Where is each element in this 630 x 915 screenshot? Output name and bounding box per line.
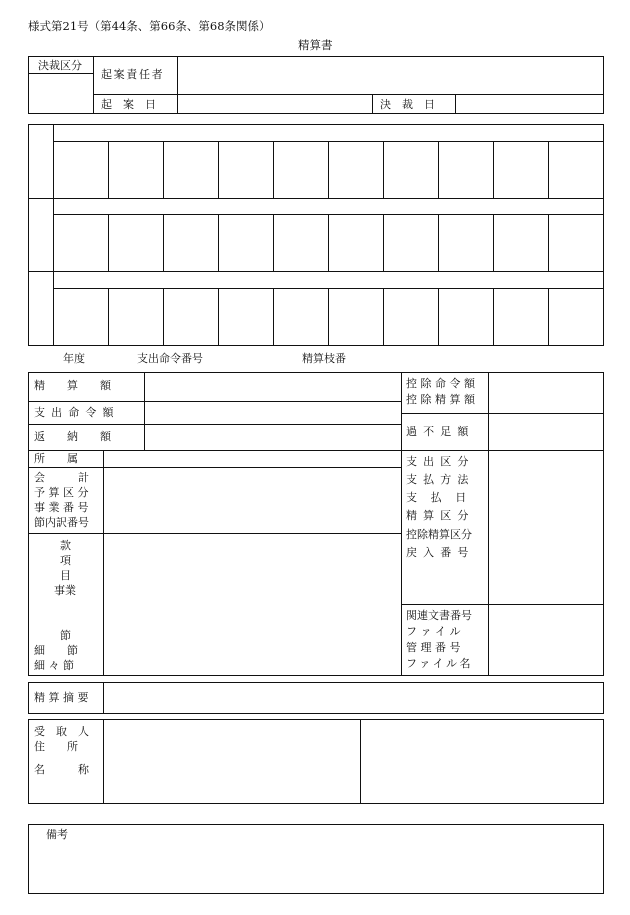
grid-cell-divider bbox=[218, 288, 219, 346]
grid-cell-divider bbox=[163, 288, 164, 346]
summary-label: 精 算 摘 要 bbox=[34, 691, 89, 704]
grid-cell-divider bbox=[328, 288, 329, 346]
draft-date-label: 起 案 日 bbox=[101, 98, 156, 111]
settlement-amount-label: 精 算 額 bbox=[34, 379, 111, 392]
file-label: フ ァ イ ル bbox=[406, 625, 461, 638]
jigyou-label: 事業 bbox=[54, 584, 76, 597]
address-label: 住 所 bbox=[34, 740, 78, 753]
deduction-settlement-category-label: 控除精算区分 bbox=[406, 528, 472, 541]
grid-cell-divider bbox=[383, 288, 384, 346]
saisetsu-label: 細 節 bbox=[34, 644, 78, 657]
saisaisetsu-label: 細 々 節 bbox=[34, 659, 74, 672]
grid-cell-divider bbox=[163, 214, 164, 271]
payment-category-label: 支 出 区 分 bbox=[406, 455, 470, 468]
form-number: 様式第21号（第44条、第66条、第68条関係） bbox=[28, 19, 271, 33]
grid-cell-divider bbox=[328, 214, 329, 271]
deduction-settlement-amount-label: 控 除 精 算 額 bbox=[406, 393, 475, 406]
grid-cell-divider bbox=[438, 214, 439, 271]
kan-label: 款 bbox=[60, 539, 71, 552]
grid-cell-divider bbox=[548, 214, 549, 271]
grid-cell-divider bbox=[328, 141, 329, 198]
kou-label: 項 bbox=[60, 554, 71, 567]
accounting-label: 会 計 bbox=[34, 471, 89, 484]
account-grid bbox=[28, 124, 604, 346]
grid-cell-divider bbox=[108, 214, 109, 271]
grid-cell-divider bbox=[108, 288, 109, 346]
grid-cell-divider bbox=[438, 141, 439, 198]
refund-amount-label: 返 納 額 bbox=[34, 430, 111, 443]
remarks-label: 備考 bbox=[46, 828, 68, 841]
file-name-label: ファイル名 bbox=[406, 657, 473, 670]
project-number-label: 事 業 番 号 bbox=[34, 501, 89, 514]
recipient-box bbox=[28, 719, 604, 804]
grid-cell-divider bbox=[273, 214, 274, 271]
grid-cell-divider bbox=[493, 288, 494, 346]
page-title: 精算書 bbox=[298, 38, 333, 52]
grid-cell-divider bbox=[493, 214, 494, 271]
deduction-order-amount-label: 控 除 命 令 額 bbox=[406, 377, 475, 390]
decision-type-label: 決裁区分 bbox=[38, 59, 82, 72]
fiscal-year-label: 年度 bbox=[63, 352, 85, 365]
summary-box bbox=[28, 682, 604, 714]
responsible-label: 起案責任者 bbox=[101, 68, 165, 81]
remarks-box bbox=[28, 824, 604, 894]
name-label: 名 称 bbox=[34, 763, 89, 776]
section-breakdown-no-label: 節内訳番号 bbox=[34, 516, 89, 529]
grid-cell-divider bbox=[163, 141, 164, 198]
grid-cell-divider bbox=[383, 141, 384, 198]
related-doc-no-label: 関連文書番号 bbox=[406, 609, 472, 622]
grid-cell-divider bbox=[548, 288, 549, 346]
department-label: 所 属 bbox=[34, 452, 78, 465]
return-number-label: 戻 入 番 号 bbox=[406, 546, 470, 559]
moku-label: 目 bbox=[60, 569, 71, 582]
management-no-label: 管 理 番 号 bbox=[406, 641, 461, 654]
payment-order-amount-label: 支 出 命 令 額 bbox=[34, 406, 115, 419]
payment-order-no-label: 支出命令番号 bbox=[137, 352, 203, 365]
grid-cell-divider bbox=[273, 288, 274, 346]
grid-cell-divider bbox=[218, 214, 219, 271]
grid-cell-divider bbox=[383, 214, 384, 271]
payment-method-label: 支 払 方 法 bbox=[406, 473, 470, 486]
grid-cell-divider bbox=[273, 141, 274, 198]
recipient-label: 受 取 人 bbox=[34, 725, 89, 738]
grid-cell-divider bbox=[218, 141, 219, 198]
setsu-label: 節 bbox=[60, 629, 71, 642]
grid-cell-divider bbox=[438, 288, 439, 346]
grid-cell-divider bbox=[108, 141, 109, 198]
grid-cell-divider bbox=[493, 141, 494, 198]
decision-date-label: 決 裁 日 bbox=[380, 98, 435, 111]
settlement-branch-no-label: 精算枝番 bbox=[302, 352, 346, 365]
payment-date-label: 支 払 日 bbox=[406, 491, 468, 504]
budget-category-label: 予 算 区 分 bbox=[34, 486, 89, 499]
grid-cell-divider bbox=[548, 141, 549, 198]
excess-deficit-label: 過 不 足 額 bbox=[406, 425, 470, 438]
settlement-category-label: 精 算 区 分 bbox=[406, 509, 470, 522]
